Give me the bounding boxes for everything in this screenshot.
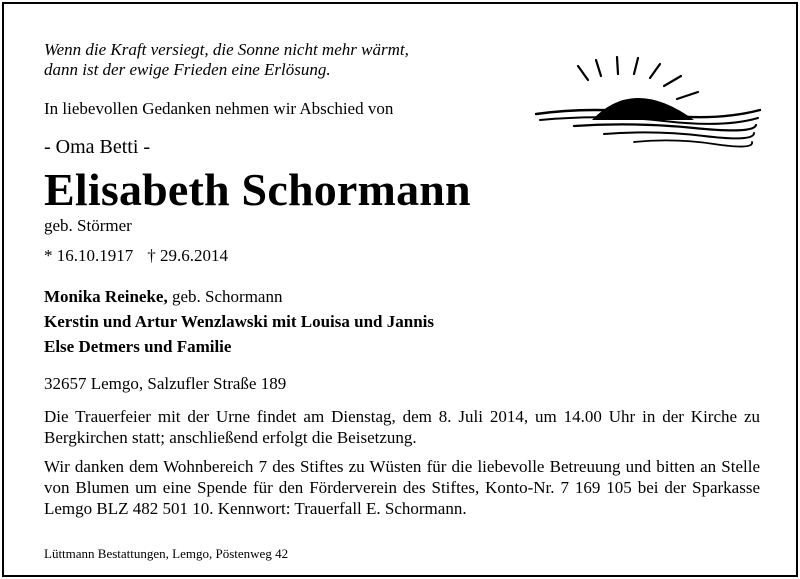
deceased-name: Elisabeth Schormann <box>44 164 471 215</box>
death-date: † 29.6.2014 <box>147 246 228 265</box>
obituary-notice <box>2 2 798 577</box>
address: 32657 Lemgo, Salzufler Straße 189 <box>44 374 287 393</box>
mourner-line-1 <box>44 287 282 307</box>
motto-line-1: Wenn die Kraft versiegt, die Sonne nicht mehr wärmt, <box>44 40 409 59</box>
mourner-line-2: Kerstin und Artur Wenzlawski mit Louisa und Jannis <box>44 312 435 331</box>
funeral-info-paragraph: Die Trauerfeier mit der Urne findet am Dienstag, dem 8. Juli 2014, um 14.00 Uhr in der Kirche zu Bergkirchen statt; anschließend erfolgt die Beisetzung. <box>44 407 760 447</box>
birth-name: geb. Störmer <box>44 216 132 235</box>
nickname: - Oma Betti - <box>44 136 151 158</box>
mourner-line-3: Else Detmers und Familie <box>44 337 232 356</box>
setting-sun-icon <box>534 54 764 174</box>
life-dates <box>44 246 228 266</box>
mourner-name-bold: Monika Reineke, <box>44 287 168 306</box>
motto-line-2: dann ist der ewige Frieden eine Erlösung. <box>44 60 331 79</box>
thanks-donation-paragraph: Wir danken dem Wohnbereich 7 des Stiftes zu Wüsten für die liebevolle Betreuung und bitten an Stelle von Blumen um eine Spende für den Förderverein des Stiftes, Konto-Nr. 7 169 105 bei der Sparkasse Lemgo BLZ 482 501 10. Kennwort: Trauerfall E. Schormann. <box>44 457 760 518</box>
motto-verse <box>44 40 409 80</box>
birth-date: * 16.10.1917 <box>44 246 134 265</box>
intro-line: In liebevollen Gedanken nehmen wir Abschied von <box>44 99 394 118</box>
undertaker-info: Lüttmann Bestattungen, Lemgo, Pöstenweg 42 <box>44 546 289 561</box>
mourner-name-rest: geb. Schormann <box>167 287 283 306</box>
